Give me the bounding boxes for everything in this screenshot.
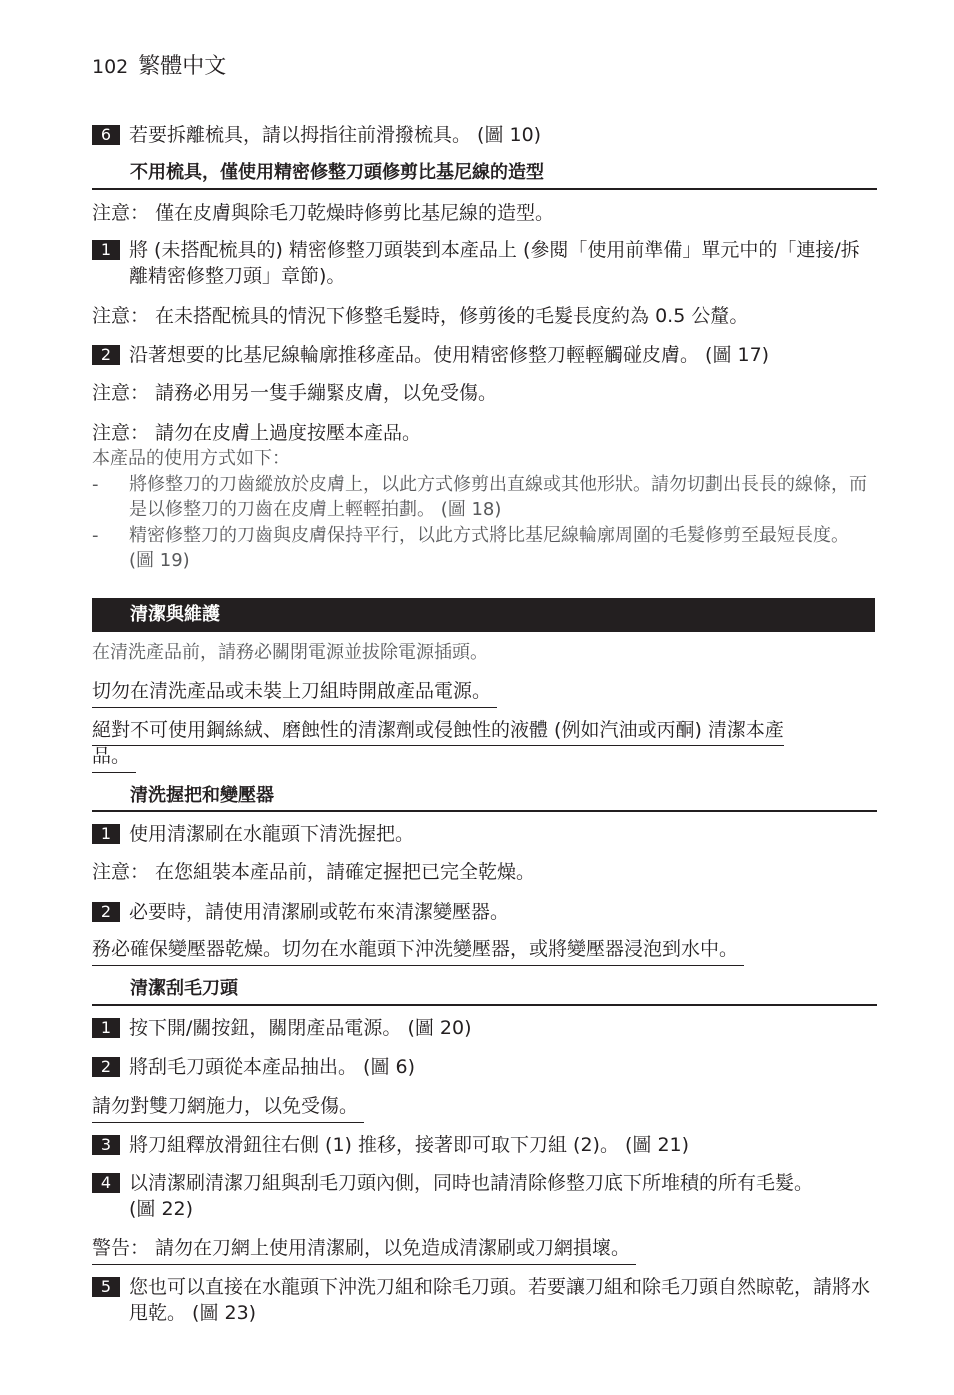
usage-intro: 本產品的使用方式如下： bbox=[92, 448, 290, 469]
step-number-badge: 5 bbox=[92, 1277, 120, 1297]
section-bar-cleaning bbox=[92, 598, 875, 632]
step-text: 必要時，請使用清潔刷或乾布來清潔變壓器。 bbox=[129, 901, 510, 923]
step-text: 將 (未搭配梳具的) 精密修整刀頭裝到本產品上 (參閱「使用前準備」單元中的「連接/拆離精密修整刀頭」章節)。 bbox=[129, 239, 860, 287]
step-text: 將刀組釋放滑鈕往右側 (1) 推移，接著即可取下刀組 (2)。 (圖 21) bbox=[129, 1134, 690, 1156]
note-hair-length: 注意： 在未搭配梳具的情況下修整毛髮時，修剪後的毛髮長度約為 0.5 公釐。 bbox=[92, 305, 749, 327]
cleaning-intro: 在清洗產品前，請務必關閉電源並拔除電源插頭。 bbox=[92, 642, 488, 663]
warning-no-pressure-foil: 請勿對雙刀網施力，以免受傷。 bbox=[92, 1093, 364, 1123]
bullet-dash: - bbox=[92, 525, 99, 546]
step-number-badge: 3 bbox=[92, 1135, 120, 1155]
page-number: 102 bbox=[92, 56, 129, 78]
step-text: 使用清潔刷在水龍頭下清洗握把。 bbox=[129, 823, 415, 845]
step-text: 若要拆離梳具，請以拇指往前滑撥梳具。 (圖 10) bbox=[129, 124, 542, 146]
step-number-badge: 2 bbox=[92, 345, 120, 365]
step-number-badge: 4 bbox=[92, 1173, 120, 1193]
warning-no-brush-on-foil: 警告： 請勿在刀網上使用清潔刷，以免造成清潔刷或刀網損壞。 bbox=[92, 1235, 636, 1265]
warning-text: 絕對不可使用鋼絲絨、磨蝕性的清潔劑或侵蝕性的液體 (例如汽油或丙酮) 清潔本產 bbox=[92, 717, 784, 746]
note-dry-skin: 注意： 僅在皮膚與除毛刀乾燥時修剪比基尼線的造型。 bbox=[92, 202, 555, 224]
step-text: 以清潔刷清潔刀組與刮毛刀頭內側，同時也請清除修整刀底下所堆積的所有毛髮。 (圖 22) bbox=[129, 1172, 814, 1220]
subheading-clean-shaving-head: 清潔刮毛刀頭 bbox=[130, 978, 238, 999]
note-stretch-skin: 注意： 請務必用另一隻手繃緊皮膚，以免受傷。 bbox=[92, 382, 498, 404]
subheading-clean-handle: 清洗握把和變壓器 bbox=[130, 785, 274, 806]
bullet-text: 將修整刀的刀齒縱放於皮膚上，以此方式修剪出直線或其他形狀。請勿切劃出長長的線條，而是以修整刀的刀齒在皮膚上輕輕拍劃。 (圖 18) bbox=[129, 474, 867, 520]
step-text: 您也可以直接在水龍頭下沖洗刀組和除毛刀頭。若要讓刀組和除毛刀頭自然晾乾，請將水甩乾。 (圖 23) bbox=[129, 1276, 871, 1324]
warning-no-power-on: 切勿在清洗產品或未裝上刀組時開啟產品電源。 bbox=[92, 678, 497, 708]
divider bbox=[92, 810, 877, 812]
step-number-badge: 1 bbox=[92, 1018, 120, 1038]
step-number-badge: 2 bbox=[92, 902, 120, 922]
note-handle-dry: 注意： 在您組裝本產品前，請確定握把已完全乾燥。 bbox=[92, 861, 536, 883]
warning-no-abrasives-line2: 品。 bbox=[92, 743, 136, 773]
step-text: 將刮毛刀頭從本產品抽出。 (圖 6) bbox=[129, 1056, 415, 1078]
subheading-bikini-trim: 不用梳具，僅使用精密修整刀頭修剪比基尼線的造型 bbox=[130, 162, 544, 183]
warning-no-abrasives-line1 bbox=[92, 717, 790, 746]
step-number-badge: 1 bbox=[92, 240, 120, 260]
language-label: 繁體中文 bbox=[138, 54, 227, 79]
warning-adapter-dry: 務必確保變壓器乾燥。切勿在水龍頭下沖洗變壓器，或將變壓器浸泡到水中。 bbox=[92, 936, 744, 966]
note-no-pressure: 注意： 請勿在皮膚上過度按壓本產品。 bbox=[92, 422, 422, 444]
divider bbox=[92, 1004, 877, 1006]
divider bbox=[92, 188, 877, 190]
bullet-dash: - bbox=[92, 474, 99, 495]
step-text: 沿著想要的比基尼線輪廓推移產品。使用精密修整刀輕輕觸碰皮膚。 (圖 17) bbox=[129, 344, 770, 366]
section-title: 清潔與維護 bbox=[130, 604, 220, 625]
step-number-badge: 6 bbox=[92, 125, 120, 145]
step-text: 按下開/關按鈕，關閉產品電源。 (圖 20) bbox=[129, 1017, 472, 1039]
page-header bbox=[92, 52, 226, 82]
step-number-badge: 1 bbox=[92, 824, 120, 844]
step-number-badge: 2 bbox=[92, 1057, 120, 1077]
bullet-text: 精密修整刀的刀齒與皮膚保持平行，以此方式將比基尼線輪廓周圍的毛髮修剪至最短長度。 (圖 19) bbox=[129, 525, 849, 571]
